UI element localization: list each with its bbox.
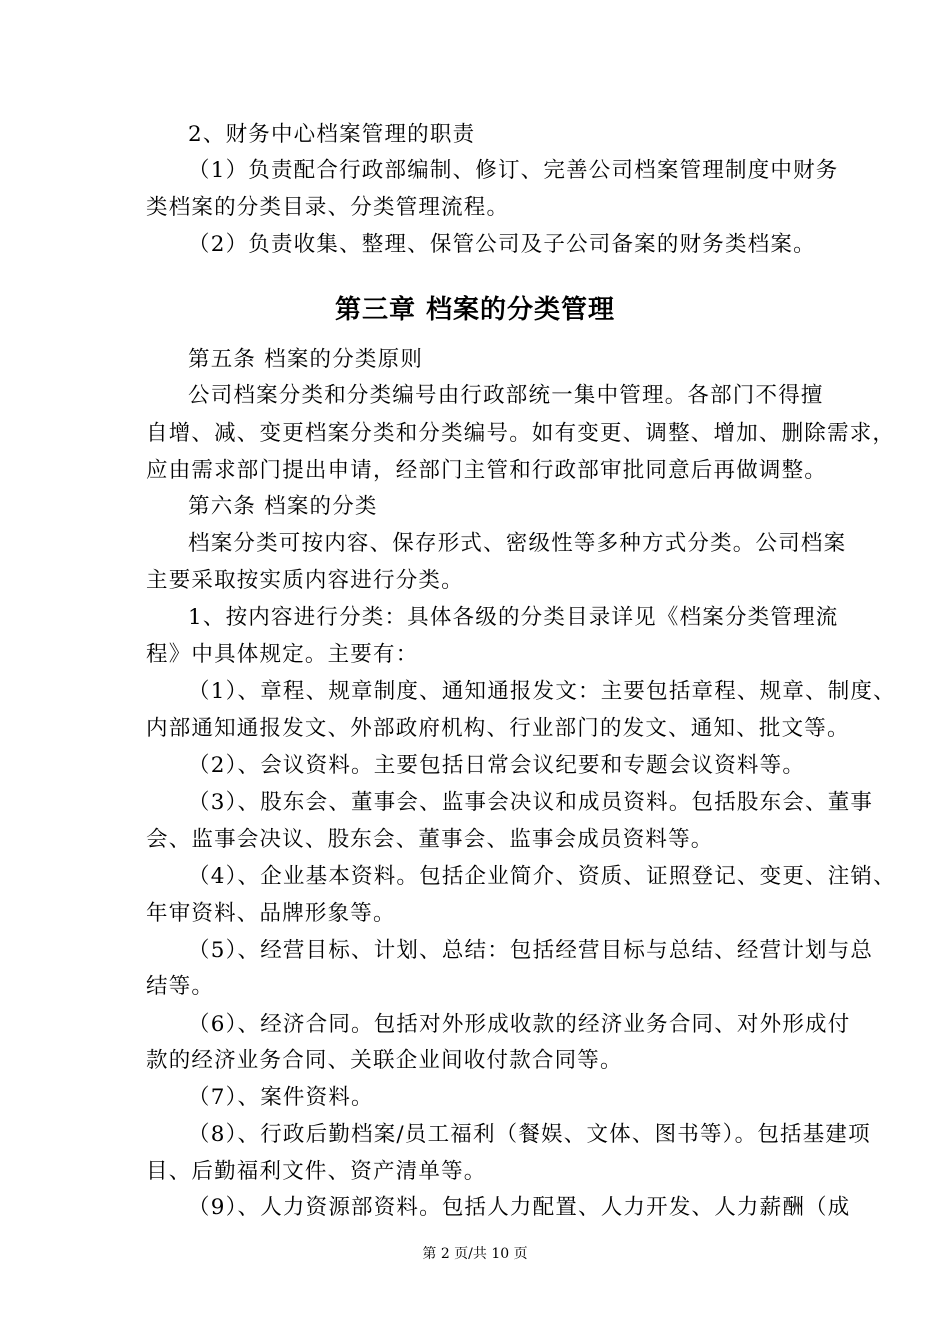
list-item-line: 款的经济业务合同、关联企业间收付款合同等。: [146, 1048, 623, 1073]
paragraph-line: 类档案的分类目录、分类管理流程。: [146, 195, 510, 220]
list-item-line: 年审资料、品牌形象等。: [146, 901, 396, 926]
list-item-line: 结等。: [146, 974, 215, 999]
paragraph-line: （1）负责配合行政部编制、修订、完善公司档案管理制度中财务: [188, 158, 839, 183]
list-item-line: （3）、股东会、董事会、监事会决议和成员资料。包括股东会、董事: [188, 790, 874, 815]
list-item-line: 内部通知通报发文、外部政府机构、行业部门的发文、通知、批文等。: [146, 716, 850, 741]
article-heading: 第六条 档案的分类: [188, 494, 378, 519]
list-item-line: （8）、行政后勤档案/员工福利（餐娱、文体、图书等）。包括基建项: [188, 1122, 871, 1147]
paragraph-line: 应由需求部门提出申请，经部门主管和行政部审批同意后再做调整。: [146, 458, 828, 483]
list-item-line: （4）、企业基本资料。包括企业简介、资质、证照登记、变更、注销、: [188, 864, 896, 889]
paragraph-line: 1、按内容进行分类：具体各级的分类目录详见《档案分类管理流: [188, 605, 839, 630]
chapter-title: 第三章 档案的分类管理: [334, 295, 616, 325]
article-heading: 第五条 档案的分类原则: [188, 347, 424, 372]
paragraph-line: 主要采取按实质内容进行分类。: [146, 568, 464, 593]
paragraph-line: 档案分类可按内容、保存形式、密级性等多种方式分类。公司档案: [188, 531, 847, 556]
list-item-line: （1）、章程、规章制度、通知通报发文：主要包括章程、规章、制度、: [188, 679, 896, 704]
list-item-line: （5）、经营目标、计划、总结：包括经营目标与总结、经营计划与总: [188, 938, 874, 963]
page-footer: 第 2 页/共 10 页: [422, 1246, 528, 1262]
paragraph-line: （2）负责收集、整理、保管公司及子公司备案的财务类档案。: [188, 232, 816, 257]
list-item-line: （7）、案件资料。: [188, 1085, 374, 1110]
paragraph-line: 公司档案分类和分类编号由行政部统一集中管理。各部门不得擅: [188, 383, 824, 408]
list-item-line: （6）、经济合同。包括对外形成收款的经济业务合同、对外形成付: [188, 1012, 851, 1037]
paragraph-line: 程》中具体规定。主要有：: [146, 642, 419, 667]
list-item-line: （2）、会议资料。主要包括日常会议纪要和专题会议资料等。: [188, 753, 806, 778]
list-item-line: 会、监事会决议、股东会、董事会、监事会成员资料等。: [146, 827, 714, 852]
list-item-line: （9）、人力资源部资料。包括人力配置、人力开发、人力薪酬（成: [188, 1195, 851, 1220]
list-item-line: 目、后勤福利文件、资产清单等。: [146, 1159, 487, 1184]
paragraph-line: 自增、减、变更档案分类和分类编号。如有变更、调整、增加、删除需求，: [146, 421, 896, 446]
section-heading: 2、财务中心档案管理的职责: [188, 122, 476, 147]
